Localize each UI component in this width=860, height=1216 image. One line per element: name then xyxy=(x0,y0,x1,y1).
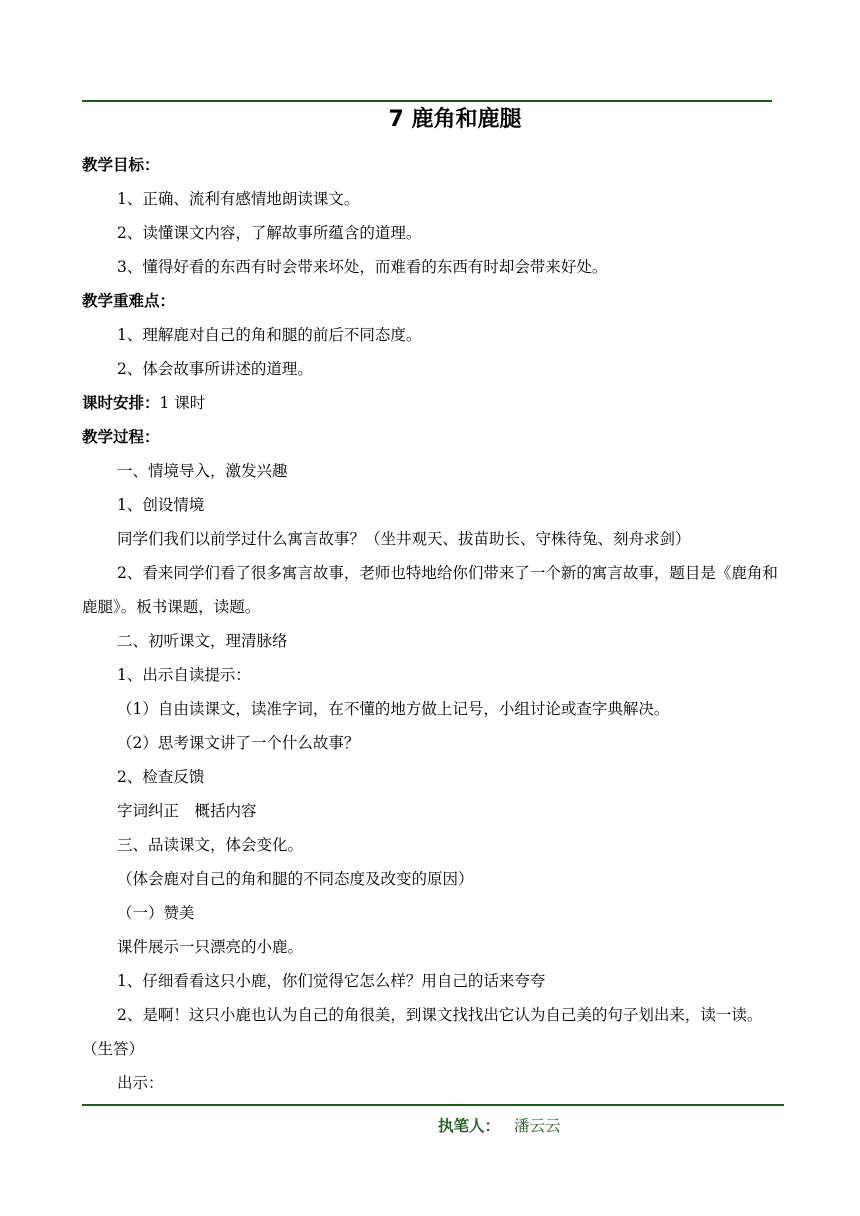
document-title: 7 鹿角和鹿腿 xyxy=(388,107,522,132)
process-line: 1、出示自读提示： xyxy=(117,666,251,684)
process-line: 1、仔细看看这只小鹿，你们觉得它怎么样？用自己的话来夸夸 xyxy=(117,972,546,990)
process-line: （1）自由读课文，读准字词，在不懂的地方做上记号，小组讨论或查字典解决。 xyxy=(117,700,670,718)
document-body xyxy=(82,148,782,1100)
process-line: 1、创设情境 xyxy=(117,496,205,514)
goal-item: 3、懂得好看的东西有时会带来坏处，而难看的东西有时却会带来好处。 xyxy=(117,258,608,276)
process-line: 二、初听课文，理清脉络 xyxy=(117,632,288,650)
schedule-line xyxy=(82,386,782,420)
process-paragraph: 2、是啊！这只小鹿也认为自己的角很美，到课文找找出它认为自己美的句子划出来，读一读。（生答） xyxy=(82,1006,763,1058)
author-name: 潘云云 xyxy=(514,1117,561,1135)
process-line: 三、品读课文，体会变化。 xyxy=(117,836,304,854)
header-rule xyxy=(82,100,772,102)
schedule-value: 1 课时 xyxy=(159,394,206,412)
process-line: 2、检查反馈 xyxy=(117,768,205,786)
process-line: （2）思考课文讲了一个什么故事？ xyxy=(117,734,360,752)
goals-heading: 教学目标： xyxy=(82,156,160,174)
key-points-heading: 教学重难点： xyxy=(82,292,176,310)
process-line: 一、情境导入，激发兴趣 xyxy=(117,462,288,480)
author-footer xyxy=(438,1114,561,1138)
goal-item: 2、读懂课文内容，了解故事所蕴含的道理。 xyxy=(117,224,422,242)
process-line: 出示： xyxy=(117,1074,164,1092)
footer-rule xyxy=(82,1104,784,1106)
key-point-item: 1、理解鹿对自己的角和腿的前后不同态度。 xyxy=(117,326,422,344)
schedule-heading: 课时安排： xyxy=(82,394,160,412)
author-label: 执笔人： xyxy=(438,1117,501,1135)
process-line: （体会鹿对自己的角和腿的不同态度及改变的原因） xyxy=(117,870,474,888)
process-line: 字词纠正 概括内容 xyxy=(117,802,257,820)
process-paragraph: 2、看来同学们看了很多寓言故事，老师也特地给你们带来了一个新的寓言故事，题目是《鹿角和鹿腿》。板书课题，读题。 xyxy=(82,564,778,616)
goal-item: 1、正确、流利有感情地朗读课文。 xyxy=(117,190,360,208)
process-line: 课件展示一只漂亮的小鹿。 xyxy=(117,938,304,956)
process-line: 同学们我们以前学过什么寓言故事？（坐井观天、拔苗助长、守株待兔、刻舟求剑） xyxy=(117,530,691,548)
key-point-item: 2、体会故事所讲述的道理。 xyxy=(117,360,313,378)
process-heading: 教学过程： xyxy=(82,428,160,446)
process-line: （一）赞美 xyxy=(117,904,195,922)
